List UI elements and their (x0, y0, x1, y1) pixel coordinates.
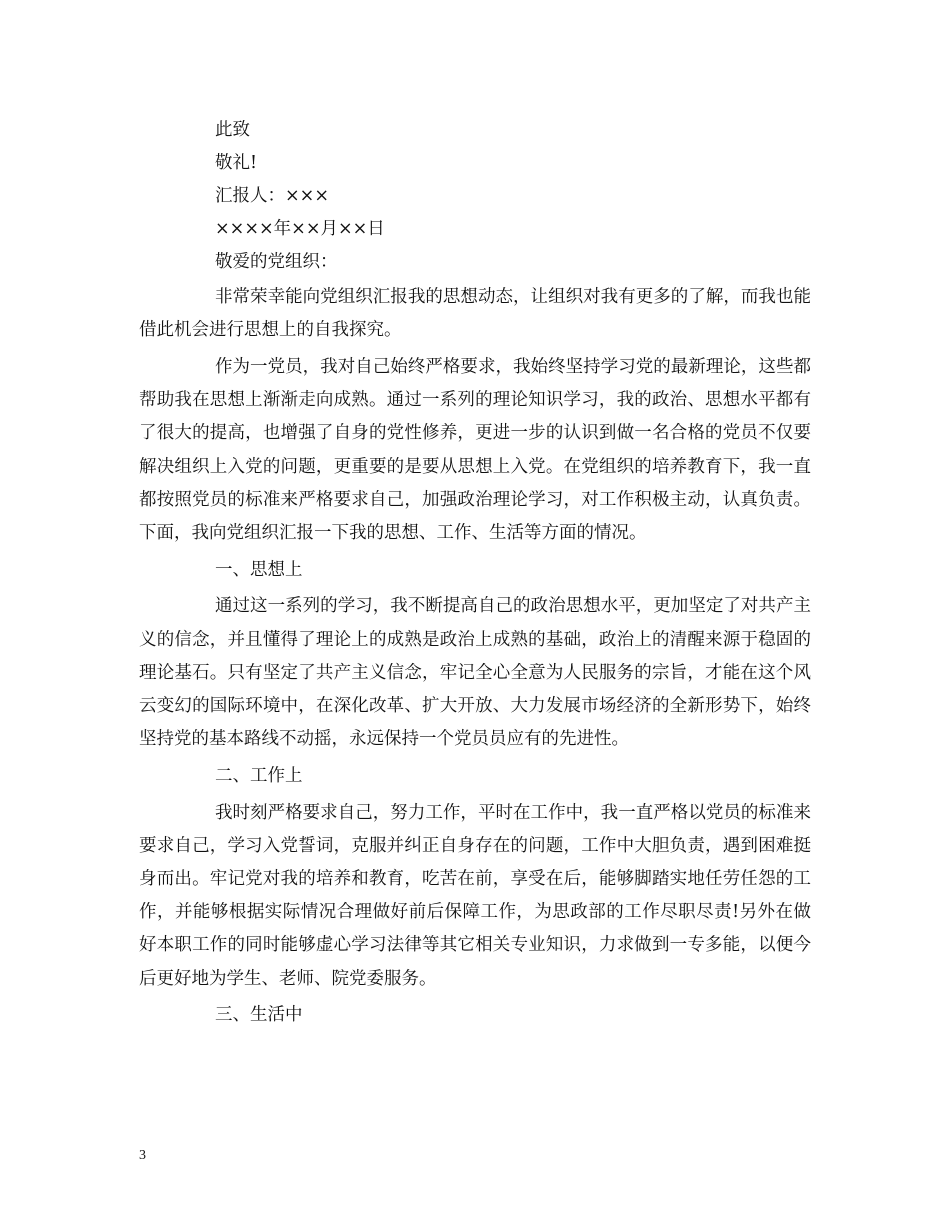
overview-paragraph: 作为一党员，我对自己始终严格要求，我始终坚持学习党的最新理论，这些都帮助我在思想上渐渐走向成熟。通过一系列的理论知识学习，我的政治、思想水平都有了很大的提高，也增强了自身的党性修养，更进一步的认识到做一名合格的党员不仅要解决组织上入党的问题，更重要的是要从思想上入党。在党组织的培养教育下，我一直都按照党员的标准来严格要求自己，加强政治理论学习，对工作积极主动，认真负责。下面，我向党组织汇报一下我的思想、工作、生活等方面的情况。 (139, 356, 811, 543)
closing-salutation-2: 敬礼! (215, 153, 258, 173)
document-body (139, 116, 811, 1036)
letter-greeting: 敬爱的党组织： (215, 252, 338, 272)
section-2-paragraph: 我时刻严格要求自己，努力工作，平时在工作中，我一直严格以党员的标准来要求自己，学习入党誓词，克服并纠正自身存在的问题，工作中大胆负责，遇到困难挺身而出。牢记党对我的培养和教育，吃苦在前，享受在后，能够脚踏实地任劳任怨的工作，并能够根据实际情况合理做好前后保障工作，为思政部的工作尽职尽责!另外在做好本职工作的同时能够虚心学习法律等其它相关专业知识，力求做到一专多能，以便今后更好地为学生、老师、院党委服务。 (139, 802, 811, 989)
section-1-title: 一、思想上 (215, 559, 303, 580)
intro-paragraph: 非常荣幸能向党组织汇报我的思想动态，让组织对我有更多的了解，而我也能借此机会进行思想上的自我探究。 (139, 287, 811, 341)
section-1-paragraph: 通过这一系列的学习，我不断提高自己的政治思想水平，更加坚定了对共产主义的信念，并且懂得了理论上的成熟是政治上成熟的基础，政治上的清醒来源于稳固的理论基石。只有坚定了共产主义信念，牢记全心全意为人民服务的宗旨，才能在这个风云变幻的国际环境中，在深化改革、扩大开放、大力发展市场经济的全新形势下，始终坚持党的基本路线不动摇，永远保持一个党员员应有的先进性。 (139, 596, 811, 750)
closing-salutation-1: 此致 (215, 120, 250, 140)
reporter-line: 汇报人：××× (215, 186, 329, 206)
date-line: ××××年××月××日 (215, 219, 385, 239)
page-number: 3 (139, 1148, 146, 1163)
section-3-title: 三、生活中 (215, 1005, 303, 1026)
section-2-title: 二、工作上 (215, 765, 303, 786)
